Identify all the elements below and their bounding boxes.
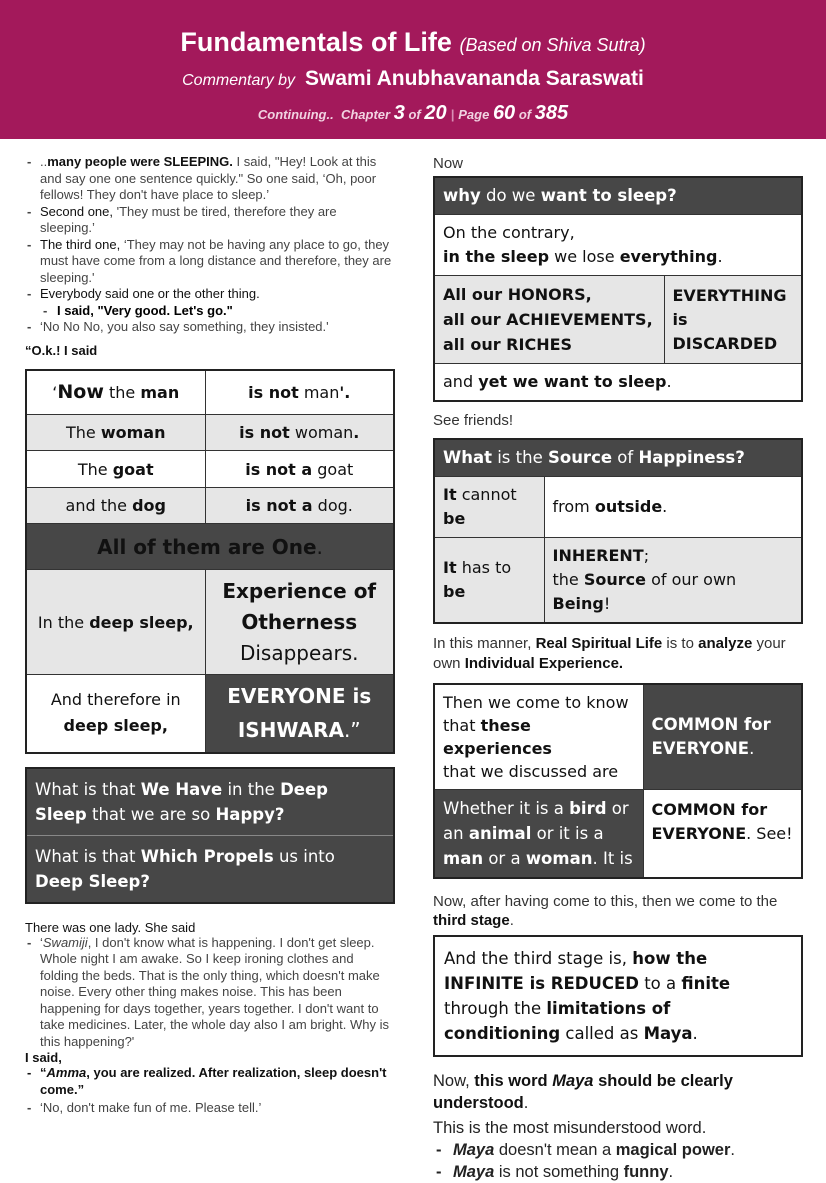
table-cell: On the contrary, in the sleep we lose everything. (434, 215, 802, 276)
question-box (25, 767, 395, 904)
question-1: What is that We Have in the Deep Sleep that we are so Happy? (27, 769, 393, 835)
list-item: - The third one, ‘They may not be having any place to go, they must have come from a long distance and therefore, they are sleeping.' (25, 237, 395, 287)
table-cell: EVERYTHING is DISCARDED (664, 276, 802, 364)
table-header: why do we want to sleep? (434, 177, 802, 215)
table-cell: The woman (26, 415, 205, 451)
spiritual-life-para: In this manner, Real Spiritual Life is to analyze your own Individual Experience. (433, 635, 786, 672)
page-indicator: Continuing.. Chapter 3 of 20 | Page 60 of 385 (257, 102, 569, 124)
see-friends: See friends! (433, 412, 514, 429)
table-cell: In the deep sleep, (26, 570, 205, 675)
table-cell: The goat (26, 451, 205, 488)
table-cell: It cannot be (434, 477, 544, 538)
author-name: Swami Anubhavananda Saraswati (305, 67, 644, 90)
table-cell: COMMON for EVERYONE. See! (643, 790, 802, 879)
lady-intro: There was one lady. She said (25, 919, 196, 935)
table-cell: All our HONORS, all our ACHIEVEMENTS, all our RICHES (434, 276, 664, 364)
maya-para: Now, this word Maya should be clearly understood. (433, 1072, 733, 1112)
reply-list (25, 1065, 395, 1117)
book-title: Fundamentals of Life (Based on Shiva Sutra) (180, 27, 646, 57)
table-cell: And therefore in deep sleep, (26, 675, 205, 753)
list-item: - Second one, 'They must be tired, therefore they are sleeping.’ (25, 204, 395, 237)
list-item: - ..many people were SLEEPING. I said, "Hey! Look at this and say one one sentence quickly." So one said, ‘Oh, poor fellows! They don't have place to sleep.’ (25, 154, 395, 204)
otherness-table (25, 369, 395, 754)
table-cell: COMMON for EVERYONE. (643, 684, 802, 790)
misunderstood-para: This is the most misunderstood word. (433, 1119, 707, 1137)
table-header: What is the Source of Happiness? (434, 439, 802, 477)
table-cell: from outside. (544, 477, 802, 538)
table-cell: is not woman. (205, 415, 394, 451)
list-item: - ‘No, don't make fun of me. Please tell.’ (25, 1100, 395, 1117)
now-label: Now (433, 155, 464, 172)
table-cell: EVERYONE is ISHWARA.” (205, 675, 394, 753)
ok-label: “O.k.! I said (25, 342, 98, 358)
right-column (433, 154, 803, 1183)
table-cell: is not a goat (205, 451, 394, 488)
book-subtitle: (Based on Shiva Sutra) (459, 35, 646, 55)
happiness-table (433, 438, 803, 624)
table-cell: and yet we want to sleep. (434, 364, 802, 402)
left-column (25, 154, 395, 1117)
list-item: - ‘Swamiji, I don't know what is happening. I don't get sleep. Whole night I am awake. So I keep ironing clothes and folding the beds. That is the only thing, which doesn't make noise. Every other thing makes noise. This has been happening for days together, years together. I don't want to take medicines. Later, the whole day also I am bright. Why is this happening?' (25, 935, 395, 1051)
question-2: What is that Which Propels us into Deep Sleep? (27, 835, 393, 902)
table-cell: Whether it is a bird or an animal or it is a man or a woman. It is (434, 790, 643, 879)
table-banner: All of them are One. (26, 524, 394, 570)
table-cell: Experience of Otherness Disappears. (205, 570, 394, 675)
table-cell: and the dog (26, 488, 205, 524)
page-header (0, 0, 826, 139)
list-item: - Maya is not something funny. (433, 1161, 803, 1183)
maya-list (433, 1139, 803, 1183)
sleep-table (433, 176, 803, 402)
commentary-line: Commentary by Swami Anubhavananda Saraswati (182, 67, 644, 90)
table-cell: Then we come to know that these experiences that we discussed are (434, 684, 643, 790)
table-cell: is not man'. (205, 370, 394, 415)
lady-dialogue (25, 935, 395, 1051)
i-said-label: I said, (25, 1050, 62, 1065)
list-item: - Everybody said one or the other thing. (25, 286, 395, 303)
list-item: - I said, "Very good. Let's go." (25, 303, 395, 320)
list-item: - “Amma, you are realized. After realization, sleep doesn't come.” (25, 1065, 395, 1098)
dialogue-list (25, 154, 395, 336)
table-cell: INHERENT; the Source of our own Being! (544, 538, 802, 624)
table-cell: is not a dog. (205, 488, 394, 524)
table-cell: It has to be (434, 538, 544, 624)
infinite-box: And the third stage is, how the INFINITE is REDUCED to a finite through the limitations of conditioning called as Maya. (433, 935, 803, 1057)
third-stage-para: Now, after having come to this, then we come to the third stage. (433, 893, 778, 929)
list-item: - ‘No No No, you also say something, they insisted.' (25, 319, 395, 336)
table-cell: ‘Now the man (26, 370, 205, 415)
list-item: - Maya doesn't mean a magical power. (433, 1139, 803, 1161)
common-table (433, 683, 803, 879)
